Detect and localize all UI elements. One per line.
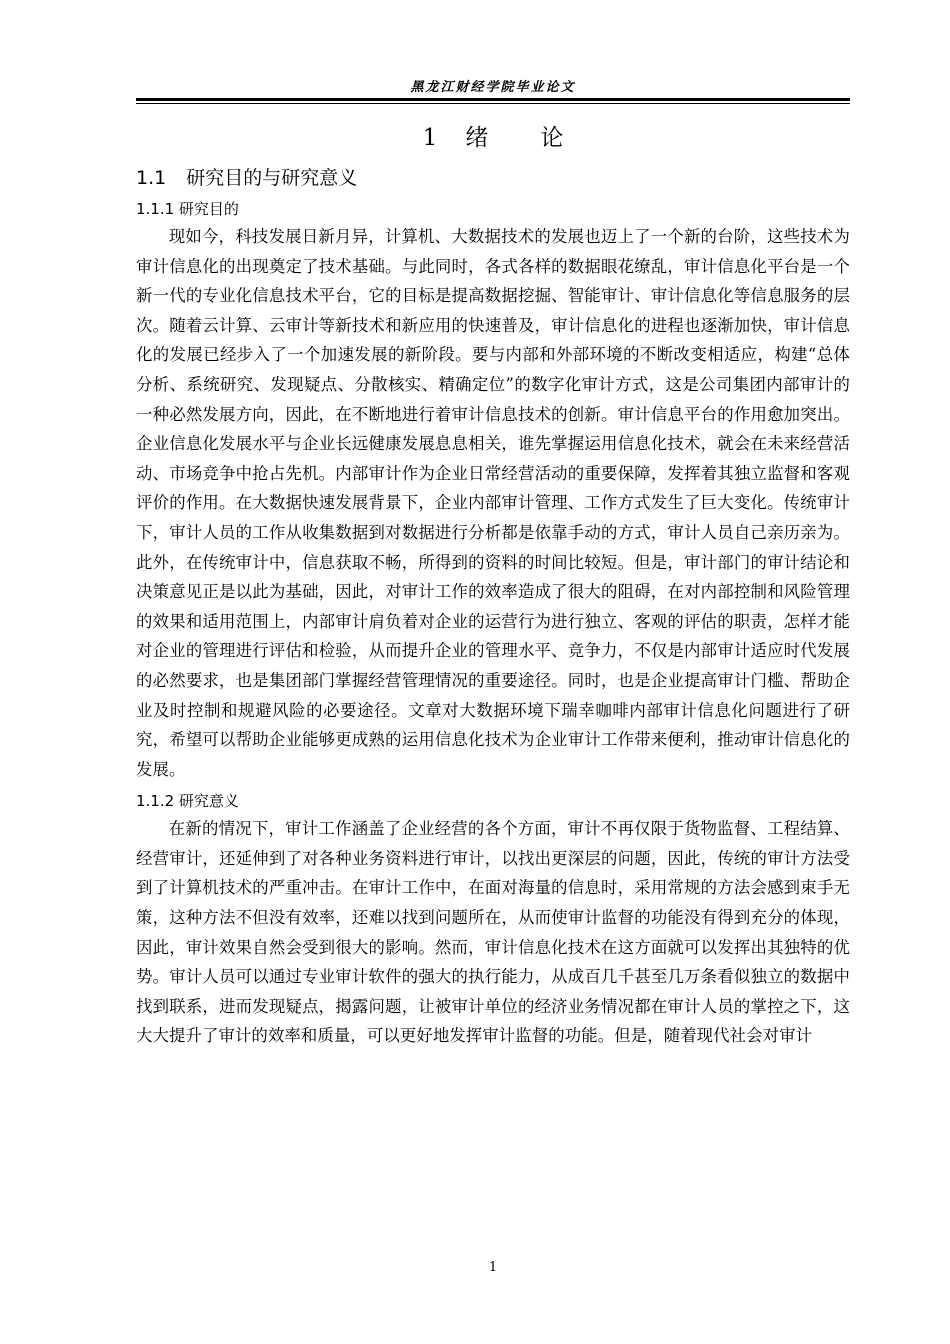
chapter-title-char-1: 绪 — [465, 125, 489, 151]
paragraph-research-significance: 在新的情况下，审计工作涵盖了企业经营的各个方面，审计不再仅限于货物监督、工程结算、经营审计，还延伸到了对各种业务资料进行审计，以找出更深层的问题，因此，传统的审计方法受到了计算机技术的严重冲击。在审计工作中，在面对海量的信息时，采用常规的方法会感到束手无策，这种方法不但没有效率，还难以找到问题所在，从而使审计监督的功能没有得到充分的体现，因此，审计效果自然会受到很大的影响。然而，审计信息化技术在这方面就可以发挥出其独特的优势。审计人员可以通过专业审计软件的强大的执行能力，从成百几千甚至几万条看似独立的数据中找到联系，进而发现疑点，揭露问题，让被审计单位的经济业务情况都在审计人员的掌控之下，这大大提升了审计的效率和质量，可以更好地发挥审计监督的功能。但是，随着现代社会对审计 — [136, 819, 850, 1046]
paragraph-research-purpose: 现如今，科技发展日新月异，计算机、大数据技术的发展也迈上了一个新的台阶，这些技术为审计信息化的出现奠定了技术基础。与此同时，各式各样的数据眼花缭乱，审计信息化平台是一个新一代的专业化信息技术平台，它的目标是提高数据挖掘、智能审计、审计信息化等信息服务的层次。随着云计算、云审计等新技术和新应用的快速普及，审计信息化的进程也逐渐加快，审计信息化的发展已经步入了一个加速发展的新阶段。要与内部和外部环境的不断改变相适应，构建“总体分析、系统研究、发现疑点、分散核实、精确定位”的数字化审计方式，这是公司集团内部审计的一种必然发展方向，因此，在不断地进行着审计信息技术的创新。审计信息平台的作用愈加突出。企业信息化发展水平与企业长远健康发展息息相关，谁先掌握运用信息化技术，就会在未来经营活动、市场竞争中抢占先机。内部审计作为企业日常经营活动的重要保障，发挥着其独立监督和客观评价的作用。在大数据快速发展背景下，企业内部审计管理、工作方式发生了巨大变化。传统审计下，审计人员的工作从收集数据到对数据进行分析都是依靠手动的方式，审计人员自己亲历亲为。此外，在传统审计中，信息获取不畅，所得到的资料的时间比较短。但是，审计部门的审计结论和决策意见正是以此为基础，因此，对审计工作的效率造成了很大的阻碍，在对内部控制和风险管理的效果和适用范围上，内部审计肩负着对企业的运营行为进行独立、客观的评估的职责，怎样才能对企业的管理进行评估和检验，从而提升企业的管理水平、竞争力，不仅是内部审计适应时代发展的必然要求，也是集团部门掌握经营管理情况的重要途径。同时，也是企业提高审计门槛、帮助企业及时控制和规避风险的必要途径。文章对大数据环境下瑞幸咖啡内部审计信息化问题进行了研究，希望可以帮助企业能够更成熟的运用信息化技术为企业审计工作带来便利，推动审计信息化的发展。 — [136, 227, 850, 779]
page-content — [136, 122, 850, 1057]
section-number: 1.1 — [136, 167, 167, 189]
chapter-number: 1 — [422, 125, 438, 151]
header-rule-thick — [136, 98, 850, 101]
section-title-text: 研究目的与研究意义 — [186, 167, 358, 189]
running-header: 黑龙江财经学院毕业论文 — [410, 80, 576, 95]
chapter-title-char-2: 论 — [540, 125, 564, 151]
subsection-title-1-1-2: 1.1.2 研究意义 — [136, 792, 239, 811]
page-number: 1 — [488, 1260, 498, 1275]
section-title-1-1 — [136, 164, 850, 192]
chapter-title — [136, 122, 850, 154]
subsection-title-1-1-1: 1.1.1 研究目的 — [136, 200, 239, 218]
header-rule-thin — [136, 103, 850, 104]
